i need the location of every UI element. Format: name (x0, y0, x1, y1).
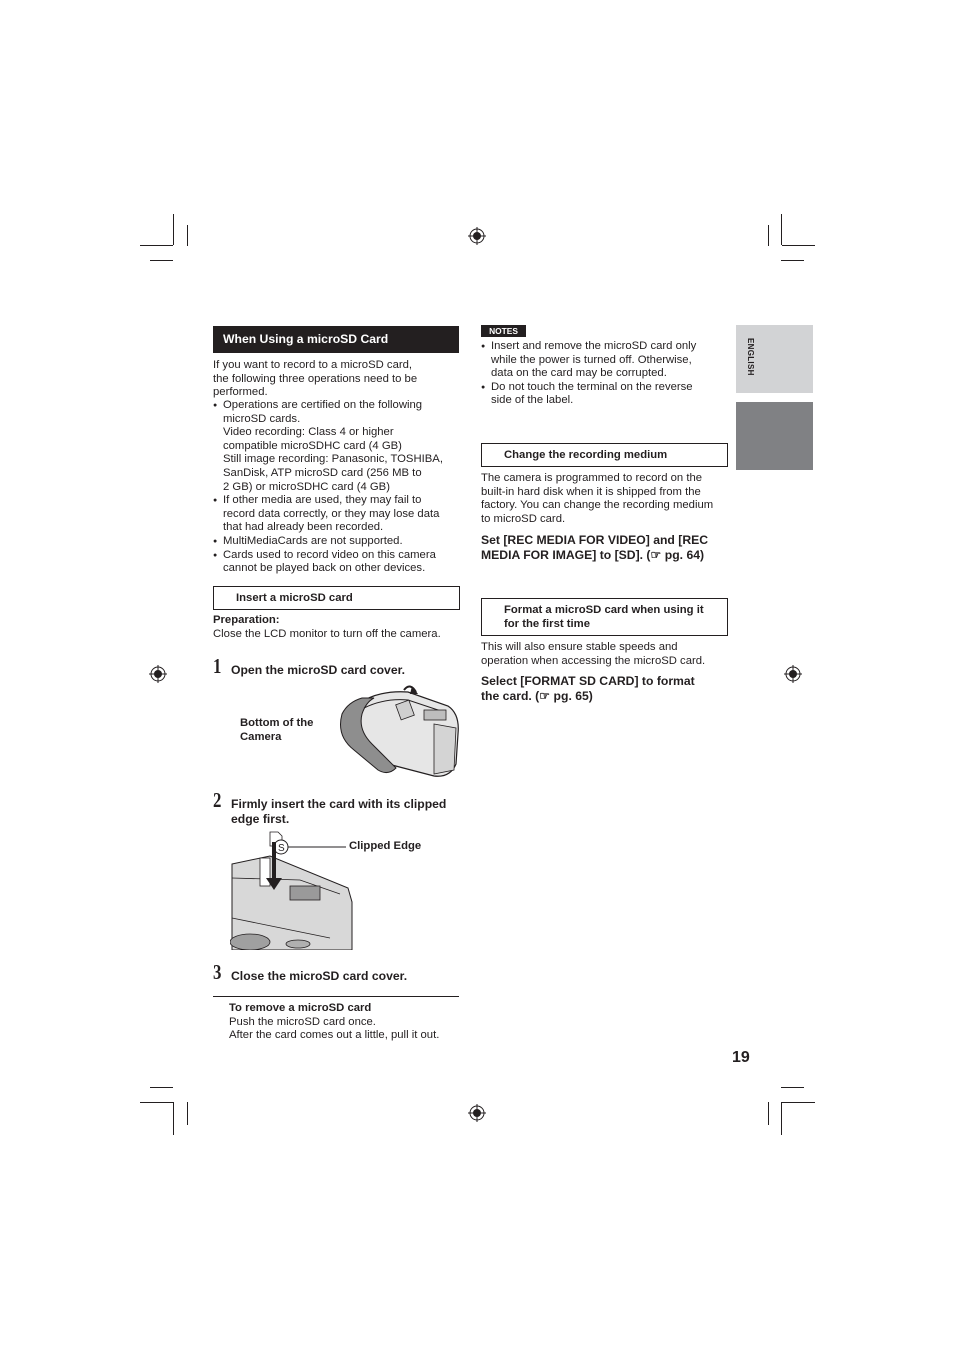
list-item: ● If other media are used, they may fail to record data correctly, or they may lose data that had already been recorded. (213, 494, 463, 535)
camera-bottom-illustration (338, 684, 462, 782)
list-item: ● MultiMediaCards are not supported. (213, 535, 463, 549)
insert-heading-box (213, 586, 460, 610)
remove-card-title: To remove a microSD card (229, 1002, 372, 1014)
step-1-text: Open the microSD card cover. (231, 663, 406, 677)
format-text: This will also ensure stable speeds and operation when accessing the microSD card. (481, 641, 706, 667)
registration-mark-icon (149, 665, 167, 683)
compat-bullets (213, 399, 463, 576)
notes-list (481, 340, 726, 408)
notes-badge: NOTES (481, 325, 526, 337)
registration-mark-icon (468, 227, 486, 245)
chapter-tab (736, 402, 813, 470)
svg-text:S: S (278, 843, 285, 854)
page-number: 19 (732, 1049, 750, 1066)
step-2-text: Firmly insert the card with its clipped edge first. (231, 797, 447, 826)
step-1-number: 1 (213, 654, 222, 678)
step-3-number: 3 (213, 960, 222, 984)
figure-1-label: Bottom of the Camera (240, 717, 314, 743)
change-medium-text: The camera is programmed to record on the built-in hard disk when it is shipped from the factory. You can change the recording medium to microSD card. (481, 472, 714, 525)
format-heading-box (481, 598, 728, 636)
figure-2-label: Clipped Edge (349, 840, 422, 852)
step-3-text: Close the microSD card cover. (231, 969, 408, 983)
card-insert-illustration (230, 828, 354, 950)
registration-mark-icon (468, 1104, 486, 1122)
change-medium-heading-box (481, 443, 728, 467)
change-medium-instruction: Set [REC MEDIA FOR VIDEO] and [REC MEDIA FOR IMAGE] to [SD]. (☞ pg. 64) (481, 533, 709, 562)
remove-card-section: To remove a microSD card Push the microSD card once. After the card comes out a little, pull it out. (229, 1002, 469, 1043)
language-tab (736, 325, 813, 393)
registration-mark-icon (784, 665, 802, 683)
list-item: ● Do not touch the terminal on the reverse side of the label. (481, 381, 726, 408)
list-item: ● Operations are certified on the following microSD cards. Video recording: Class 4 or higher compatible microSDHC card (4 GB) Still image recording: Panasonic, TOSHIBA, SanDisk, ATP microSD card (256 MB to 2 GB) or microSDHC card (4 GB) (213, 399, 463, 494)
language-tab-label: ENGLISH (746, 338, 755, 376)
insert-heading: Insert a microSD card (236, 592, 353, 604)
list-item: ● Insert and remove the microSD card only while the power is turned off. Otherwise, data on the card may be corrupted. (481, 340, 726, 381)
section-header (213, 326, 459, 353)
format-heading: Format a microSD card when using it for the first time (504, 604, 704, 630)
section-title: When Using a microSD Card (223, 332, 389, 346)
step-2-number: 2 (213, 788, 222, 812)
format-instruction: Select [FORMAT SD CARD] to format the card. (☞ pg. 65) (481, 674, 695, 703)
list-item: ● Cards used to record video on this camera cannot be played back on other devices. (213, 549, 463, 576)
change-medium-heading: Change the recording medium (504, 449, 668, 461)
intro-paragraph: If you want to record to a microSD card, the following three operations need to be performed. (213, 359, 418, 399)
preparation: Preparation: Close the LCD monitor to turn off the camera. (213, 614, 441, 640)
divider (213, 996, 459, 997)
